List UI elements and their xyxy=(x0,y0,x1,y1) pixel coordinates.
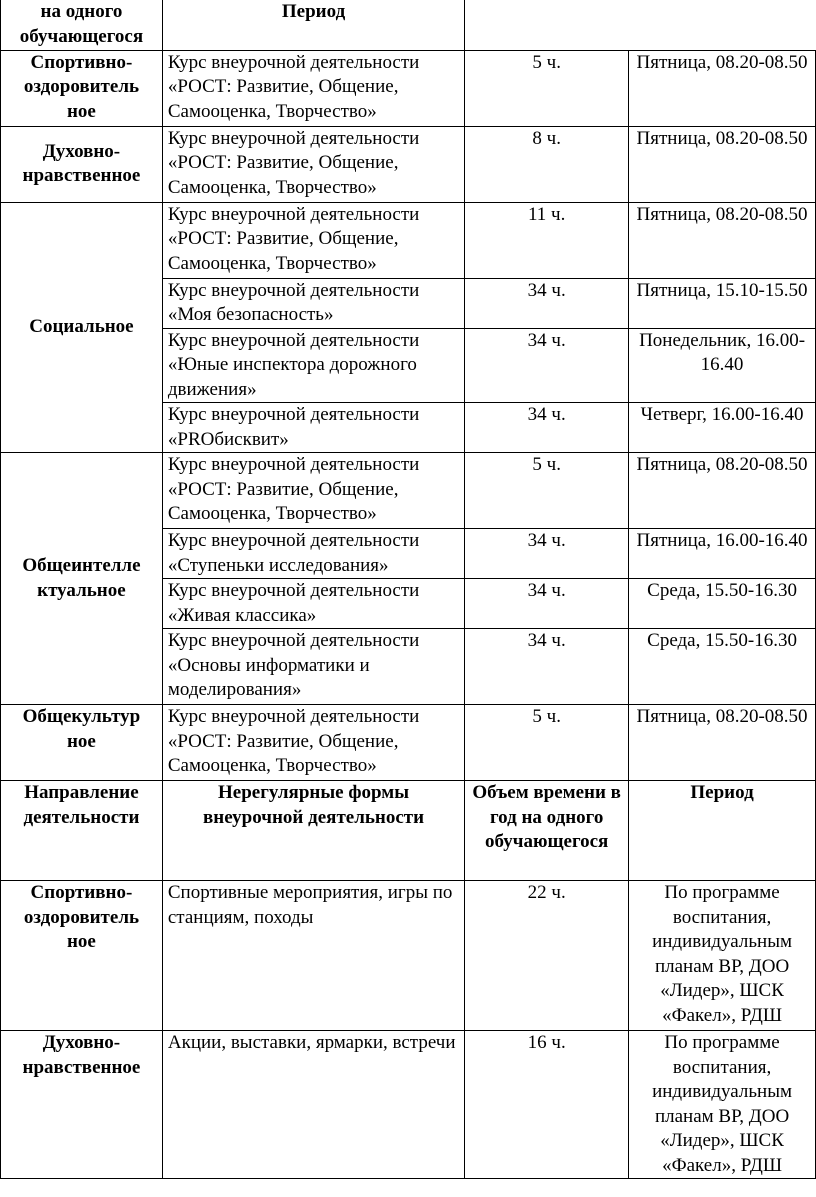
header-hours: Объем времени в год на одного обучающегося xyxy=(465,781,629,881)
period-cell: Пятница, 08.20-08.50 xyxy=(629,126,816,202)
hours-cell: 5 ч. xyxy=(465,453,629,529)
hours-cell: 34 ч. xyxy=(465,278,629,328)
table-row xyxy=(1,50,816,126)
top-header-row xyxy=(1,0,816,50)
table-row xyxy=(1,1031,816,1179)
period-cell: Пятница, 15.10-15.50 xyxy=(629,278,816,328)
period-cell: Понедельник, 16.00-16.40 xyxy=(629,328,816,403)
header-hours-fragment: на одного обучающегося xyxy=(1,0,163,50)
hours-cell: 22 ч. xyxy=(465,881,629,1031)
course-cell: Курс внеурочной деятельности «РОСТ: Развитие, Общение, Самооценка, Творчество» xyxy=(162,453,464,529)
course-cell: Курс внеурочной деятельности «Основы информатики и моделирования» xyxy=(162,629,464,705)
period-cell: Четверг, 16.00-16.40 xyxy=(629,403,816,453)
header-period: Период xyxy=(629,781,816,881)
course-cell: Курс внеурочной деятельности «PROбисквит» xyxy=(162,403,464,453)
hours-cell: 8 ч. xyxy=(465,126,629,202)
course-cell: Курс внеурочной деятельности «Ступеньки исследования» xyxy=(162,529,464,579)
course-cell: Курс внеурочной деятельности «РОСТ: Развитие, Общение, Самооценка, Творчество» xyxy=(162,50,464,126)
period-cell: Пятница, 08.20-08.50 xyxy=(629,202,816,278)
hours-cell: 5 ч. xyxy=(465,50,629,126)
hours-cell: 34 ч. xyxy=(465,403,629,453)
course-cell: Курс внеурочной деятельности «РОСТ: Развитие, Общение, Самооценка, Творчество» xyxy=(162,202,464,278)
hours-cell: 16 ч. xyxy=(465,1031,629,1179)
period-cell: Пятница, 08.20-08.50 xyxy=(629,705,816,781)
header-forms: Нерегулярные формы внеурочной деятельности xyxy=(162,781,464,881)
direction-cell: Социальное xyxy=(1,202,163,453)
period-cell: По программе воспитания, индивидуальным планам ВР, ДОО «Лидер», ШСК «Факел», РДШ xyxy=(629,1031,816,1179)
hours-cell: 34 ч. xyxy=(465,328,629,403)
period-cell: Среда, 15.50-16.30 xyxy=(629,629,816,705)
direction-cell: Общеинтелле ктуальное xyxy=(1,453,163,705)
period-cell: По программе воспитания, индивидуальным планам ВР, ДОО «Лидер», ШСК «Факел», РДШ xyxy=(629,881,816,1031)
table-row xyxy=(1,881,816,1031)
period-cell: Среда, 15.50-16.30 xyxy=(629,579,816,629)
period-cell: Пятница, 08.20-08.50 xyxy=(629,50,816,126)
period-cell: Пятница, 16.00-16.40 xyxy=(629,529,816,579)
course-cell: Курс внеурочной деятельности «РОСТ: Развитие, Общение, Самооценка, Творчество» xyxy=(162,126,464,202)
table-row xyxy=(1,202,816,278)
course-cell: Курс внеурочной деятельности «Живая классика» xyxy=(162,579,464,629)
table-row xyxy=(1,126,816,202)
hours-cell: 11 ч. xyxy=(465,202,629,278)
direction-cell: Духовно- нравственное xyxy=(1,1031,163,1179)
header-period-fragment: Период xyxy=(162,0,464,50)
forms-cell: Акции, выставки, ярмарки, встречи xyxy=(162,1031,464,1179)
irregular-header-row xyxy=(1,781,816,881)
hours-cell: 34 ч. xyxy=(465,529,629,579)
direction-cell: Духовно- нравственное xyxy=(1,126,163,202)
period-cell: Пятница, 08.20-08.50 xyxy=(629,453,816,529)
course-cell: Курс внеурочной деятельности «Моя безопасность» xyxy=(162,278,464,328)
table-row xyxy=(1,705,816,781)
hours-cell: 34 ч. xyxy=(465,629,629,705)
hours-cell: 34 ч. xyxy=(465,579,629,629)
direction-cell: Общекультур ное xyxy=(1,705,163,781)
header-direction: Направление деятельности xyxy=(1,781,163,881)
direction-cell: Спортивно- оздоровитель ное xyxy=(1,50,163,126)
course-cell: Курс внеурочной деятельности «РОСТ: Развитие, Общение, Самооценка, Творчество» xyxy=(162,705,464,781)
hours-cell: 5 ч. xyxy=(465,705,629,781)
course-cell: Курс внеурочной деятельности «Юные инспектора дорожного движения» xyxy=(162,328,464,403)
table-row xyxy=(1,453,816,529)
forms-cell: Спортивные мероприятия, игры по станциям, походы xyxy=(162,881,464,1031)
direction-cell: Спортивно- оздоровитель ное xyxy=(1,881,163,1031)
